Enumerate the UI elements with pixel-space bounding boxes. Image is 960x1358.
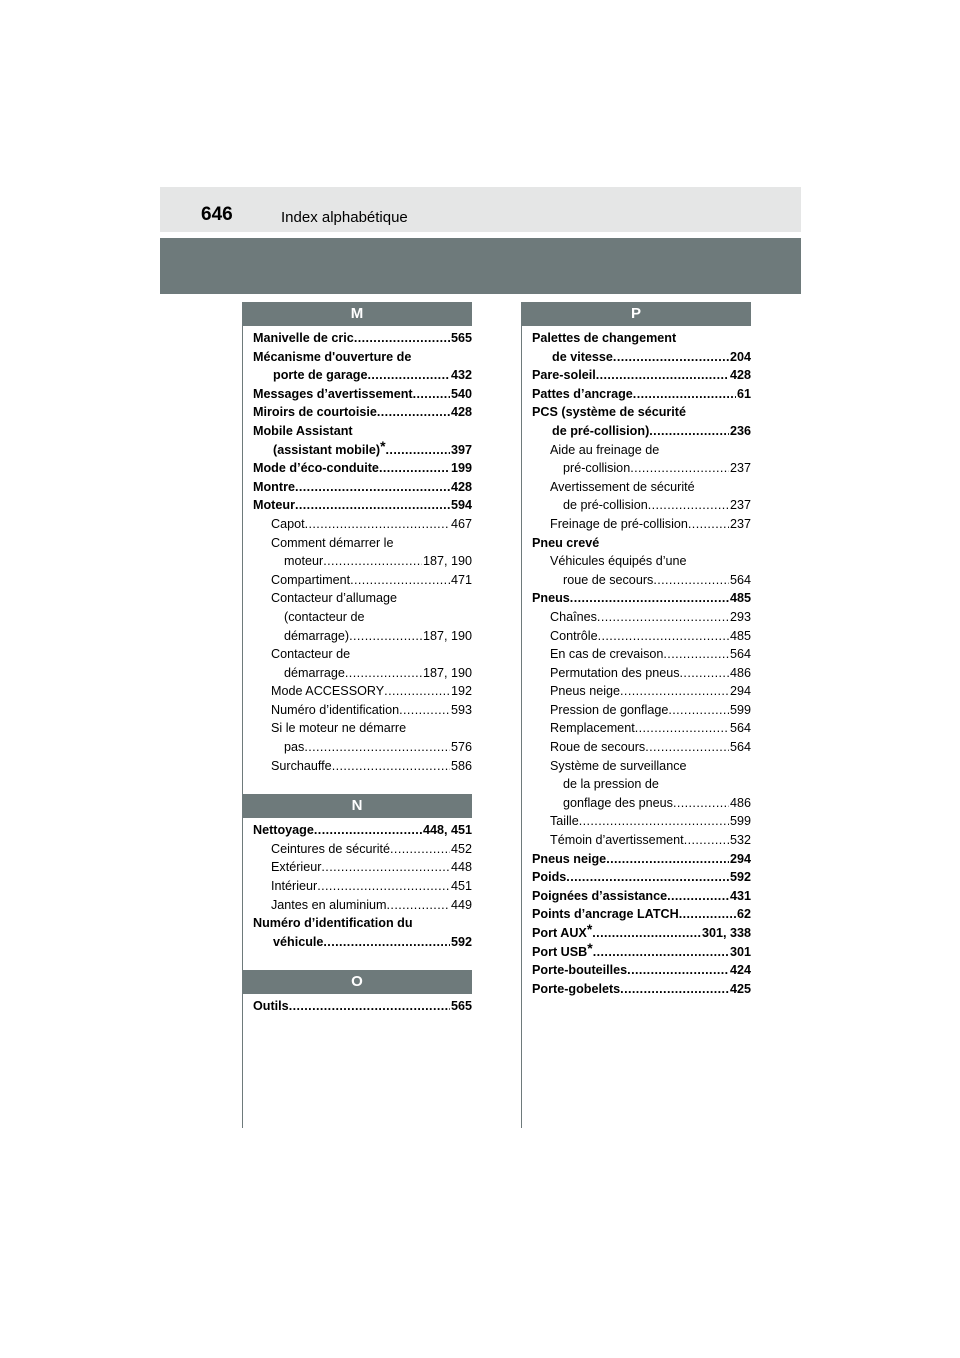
- page-ref: 237: [729, 498, 751, 513]
- index-entry: Port USB* ..... 301: [532, 943, 751, 962]
- page-ref: 594: [450, 498, 472, 513]
- index-subentry: Contrôle ..... 485: [532, 627, 751, 646]
- page-ref: 532: [729, 833, 751, 848]
- page-ref: 237: [729, 516, 751, 531]
- index-subentry: Compartiment ..... 471: [253, 571, 472, 590]
- page-ref: 593: [450, 702, 472, 717]
- index-subentry: Capot ..... 467: [253, 515, 472, 534]
- page-ref: 428: [729, 368, 751, 383]
- index-subentry: Jantes en aluminium ..... 449: [253, 896, 472, 915]
- index-subentry: Intérieur ..... 451: [253, 877, 472, 896]
- index-subentry: Mode ACCESSORY ..... 192: [253, 682, 472, 701]
- page-ref: 192: [450, 684, 472, 699]
- index-subentry: Contacteur de: [271, 647, 351, 662]
- page-ref: 586: [450, 758, 472, 773]
- page-ref: 397: [450, 442, 472, 457]
- page-ref: 432: [450, 368, 472, 383]
- index-subentry: moteur ..... 187, 190: [253, 552, 472, 571]
- page-ref: 565: [450, 331, 472, 345]
- section-m-entries: [242, 326, 472, 775]
- section-o-entries: [242, 994, 472, 1016]
- page-ref: 599: [729, 702, 751, 717]
- index-entry: Poignées d’assistance ..... 431: [532, 887, 751, 906]
- index-subentry: Freinage de pré-collision ..... 237: [532, 515, 751, 534]
- page-ref: 237: [729, 461, 751, 476]
- index-subentry: Avertissement de sécurité: [550, 479, 695, 494]
- page-ref: 199: [450, 461, 472, 476]
- page-ref: 236: [729, 423, 751, 438]
- page-ref: 187, 190: [422, 628, 472, 643]
- page-ref: 428: [450, 479, 472, 494]
- section-header-n: N: [242, 794, 472, 818]
- index-entry: Port AUX* ..... 301, 338: [532, 924, 751, 943]
- page-ref: 431: [729, 888, 751, 903]
- index-entry: de vitesse ..... 204: [532, 348, 751, 367]
- index-subentry: Taille ..... 599: [532, 812, 751, 831]
- page-ref: 485: [729, 591, 751, 606]
- index-subentry: de la pression de: [563, 777, 659, 792]
- index-entry: Pneus ..... 485: [532, 589, 751, 608]
- index-entry: Porte-gobelets ..... 425: [532, 980, 751, 999]
- page-ref: 486: [729, 795, 751, 810]
- index-entry: porte de garage ..... 432: [253, 366, 472, 385]
- index-entry: Pneus neige ..... 294: [532, 850, 751, 869]
- index-subentry: Permutation des pneus ..... 486: [532, 664, 751, 683]
- index-entry: Poids ..... 592: [532, 868, 751, 887]
- page-ref: 540: [450, 386, 472, 401]
- index-subentry: Système de surveillance: [550, 758, 687, 773]
- index-subentry: pré-collision ..... 237: [532, 459, 751, 478]
- page-ref: 187, 190: [422, 554, 472, 569]
- index-entry: Porte-bouteilles ..... 424: [532, 961, 751, 980]
- index-entry: Manivelle de cric ..... 565: [253, 329, 472, 348]
- index-subentry: de pré-collision ..... 237: [532, 496, 751, 515]
- index-subentry: Si le moteur ne démarre: [271, 721, 407, 736]
- index-subentry: Aide au freinage de: [550, 442, 660, 457]
- section-header-o: O: [242, 970, 472, 994]
- index-subentry: Contacteur d’allumage: [271, 591, 398, 606]
- section-header-p: P: [521, 302, 751, 326]
- section-n-entries: [242, 818, 472, 951]
- index-subentry: Chaînes ..... 293: [532, 608, 751, 627]
- index-entry: Pattes d’ancrage ..... 61: [532, 385, 751, 404]
- page-ref: 471: [450, 572, 472, 587]
- page-ref: 294: [729, 851, 751, 866]
- page-ref: 301, 338: [701, 926, 751, 940]
- page-title: Index alphabétique: [281, 209, 408, 226]
- header-band: [160, 238, 801, 294]
- page-ref: 576: [450, 740, 472, 755]
- page-ref: 187, 190: [422, 665, 472, 680]
- index-subentry: (contacteur de: [284, 609, 365, 624]
- index-entry: Mécanisme d'ouverture de: [253, 349, 412, 364]
- index-subentry: En cas de crevaison ..... 564: [532, 645, 751, 664]
- page-ref: 592: [729, 870, 751, 885]
- index-entry: Mode d’éco-conduite ..... 199: [253, 459, 472, 478]
- asterisk-mark: *: [587, 939, 593, 956]
- index-entry: Outils ..... 565: [253, 997, 472, 1016]
- index-subentry: Pression de gonflage ..... 599: [532, 701, 751, 720]
- page-ref: 61: [736, 386, 751, 401]
- index-subentry: Surchauffe ..... 586: [253, 757, 472, 776]
- index-column-right: [521, 302, 751, 998]
- index-subentry: Véhicules équipés d’une: [550, 554, 687, 569]
- index-entry: Montre ..... 428: [253, 478, 472, 497]
- page-ref: 592: [450, 934, 472, 949]
- index-subentry: Témoin d’avertissement ..... 532: [532, 831, 751, 850]
- page-ref: 301: [729, 944, 751, 959]
- index-subentry: pas ..... 576: [253, 738, 472, 757]
- index-subentry: démarrage ..... 187, 190: [253, 664, 472, 683]
- index-subentry: Roue de secours ..... 564: [532, 738, 751, 757]
- index-entry: véhicule ..... 592: [253, 933, 472, 952]
- page-ref: 486: [729, 665, 751, 680]
- page-ref: 564: [729, 721, 751, 736]
- page-ref: 451: [450, 879, 472, 894]
- page-ref: 565: [450, 999, 472, 1014]
- index-entry: Mobile Assistant: [253, 423, 353, 438]
- index-subentry: gonflage des pneus ..... 486: [532, 794, 751, 813]
- index-subentry: Pneus neige ..... 294: [532, 682, 751, 701]
- page-ref: 428: [450, 405, 472, 420]
- header-bar: [160, 187, 801, 232]
- index-entry: Points d’ancrage LATCH ..... 62: [532, 905, 751, 924]
- section-header-m: M: [242, 302, 472, 326]
- page-ref: 448, 451: [422, 823, 472, 838]
- index-column-left: [242, 302, 472, 1016]
- index-entry: Palettes de changement: [532, 331, 677, 345]
- index-entry: Pneu crevé: [532, 535, 600, 550]
- page-number: 646: [201, 204, 233, 225]
- index-subentry: Remplacement ..... 564: [532, 719, 751, 738]
- index-subentry: Extérieur ..... 448: [253, 858, 472, 877]
- page-ref: 62: [736, 907, 751, 922]
- index-entry: PCS (système de sécurité: [532, 405, 686, 420]
- page-ref: 425: [729, 981, 751, 996]
- index-entry: de pré-collision) ..... 236: [532, 422, 751, 441]
- page-ref: 294: [729, 684, 751, 699]
- asterisk-mark: *: [586, 921, 593, 937]
- index-entry: Moteur ..... 594: [253, 496, 472, 515]
- page-ref: 452: [450, 841, 472, 856]
- index-entry: Numéro d’identification du: [253, 916, 413, 931]
- index-entry: (assistant mobile)* ..... 397: [253, 441, 472, 460]
- page-ref: 424: [729, 963, 751, 978]
- asterisk-mark: *: [380, 437, 386, 454]
- page-ref: 449: [450, 897, 472, 912]
- page-ref: 485: [729, 628, 751, 643]
- page-ref: 448: [450, 860, 472, 875]
- index-entry: Nettoyage ..... 448, 451: [253, 821, 472, 840]
- page-ref: 293: [729, 609, 751, 624]
- index-subentry: Comment démarrer le: [271, 535, 394, 550]
- page-ref: 564: [729, 647, 751, 662]
- index-entry: Messages d’avertissement ..... 540: [253, 385, 472, 404]
- index-entry: Miroirs de courtoisie ..... 428: [253, 403, 472, 422]
- page-ref: 564: [729, 740, 751, 755]
- index-subentry: roue de secours ..... 564: [532, 571, 751, 590]
- section-p-entries: [521, 326, 751, 998]
- page-ref: 467: [450, 516, 472, 531]
- index-subentry: démarrage) ..... 187, 190: [253, 627, 472, 646]
- page-ref: 599: [729, 814, 751, 829]
- index-subentry: Numéro d’identification ..... 593: [253, 701, 472, 720]
- index-entry: Pare-soleil ..... 428: [532, 366, 751, 385]
- index-subentry: Ceintures de sécurité ..... 452: [253, 840, 472, 859]
- page-ref: 564: [729, 572, 751, 587]
- page-ref: 204: [729, 349, 751, 364]
